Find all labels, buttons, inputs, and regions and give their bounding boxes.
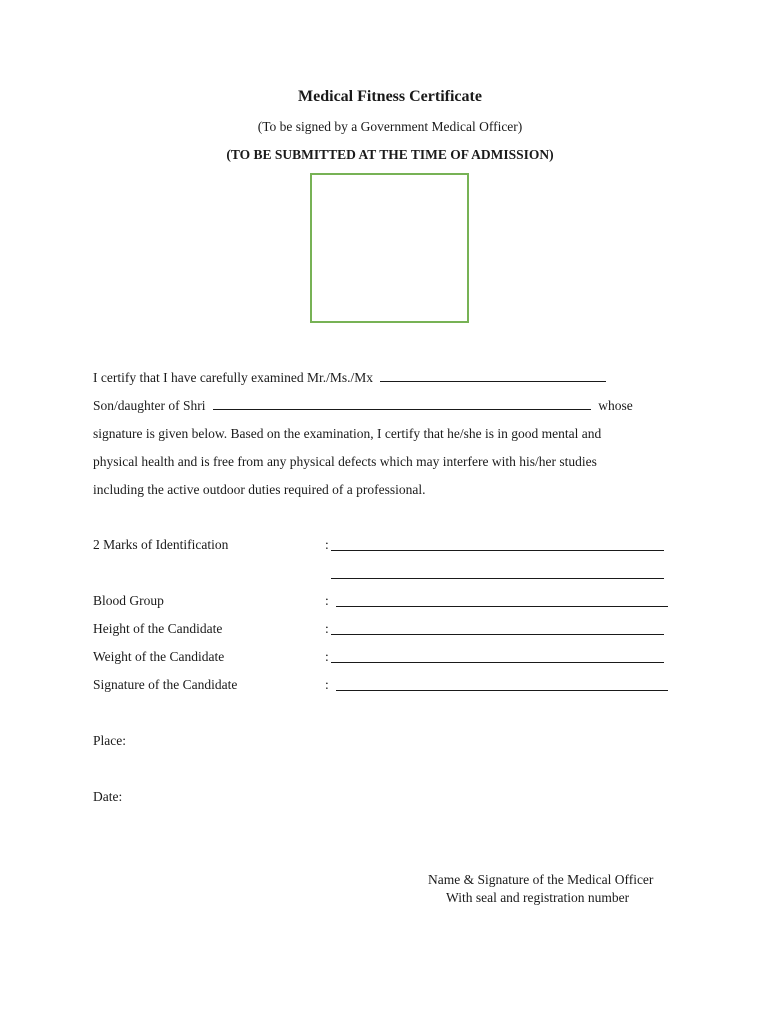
signature-colon: : [325, 677, 329, 692]
weight-field[interactable] [331, 662, 664, 663]
certification-line-1 [93, 370, 606, 386]
submission-notice: (TO BE SUBMITTED AT THE TIME OF ADMISSION) [226, 147, 554, 162]
certification-line-5: including the active outdoor duties required of a professional. [93, 482, 426, 497]
document-title: Medical Fitness Certificate [298, 88, 482, 105]
certification-line-4: physical health and is free from any physical defects which may interfere with his/her studies [93, 454, 597, 469]
blood-group-colon: : [325, 593, 329, 608]
certification-line-2 [93, 398, 633, 414]
parent-label: Son/daughter of Shri [93, 398, 206, 413]
candidate-name-blank[interactable] [380, 370, 606, 382]
blood-group-label: Blood Group [93, 593, 164, 608]
identification-mark-2-field[interactable] [331, 578, 664, 579]
weight-label: Weight of the Candidate [93, 649, 225, 664]
officer-name-signature-label: Name & Signature of the Medical Officer [428, 872, 654, 887]
signature-label: Signature of the Candidate [93, 677, 238, 692]
blood-group-field[interactable] [336, 606, 668, 607]
whose-label: whose [598, 398, 633, 413]
weight-colon: : [325, 649, 329, 664]
place-label: Place: [93, 733, 126, 748]
height-label: Height of the Candidate [93, 621, 223, 636]
officer-signature-block [428, 871, 653, 907]
examined-label: I certify that I have carefully examined Mr./Ms./Mx [93, 370, 374, 385]
identification-label: 2 Marks of Identification [93, 537, 229, 552]
candidate-signature-field[interactable] [336, 690, 668, 691]
document-subtitle: (To be signed by a Government Medical Officer) [257, 119, 523, 134]
identification-colon: : [325, 537, 329, 552]
height-field[interactable] [331, 634, 664, 635]
photo-placeholder-box [310, 173, 469, 323]
height-colon: : [325, 621, 329, 636]
identification-mark-1-field[interactable] [331, 550, 664, 551]
certification-line-3: signature is given below. Based on the examination, I certify that he/she is in good mental and [93, 426, 602, 441]
parent-name-blank[interactable] [213, 398, 591, 410]
officer-seal-label: With seal and registration number [446, 890, 630, 905]
date-label: Date: [93, 789, 123, 804]
